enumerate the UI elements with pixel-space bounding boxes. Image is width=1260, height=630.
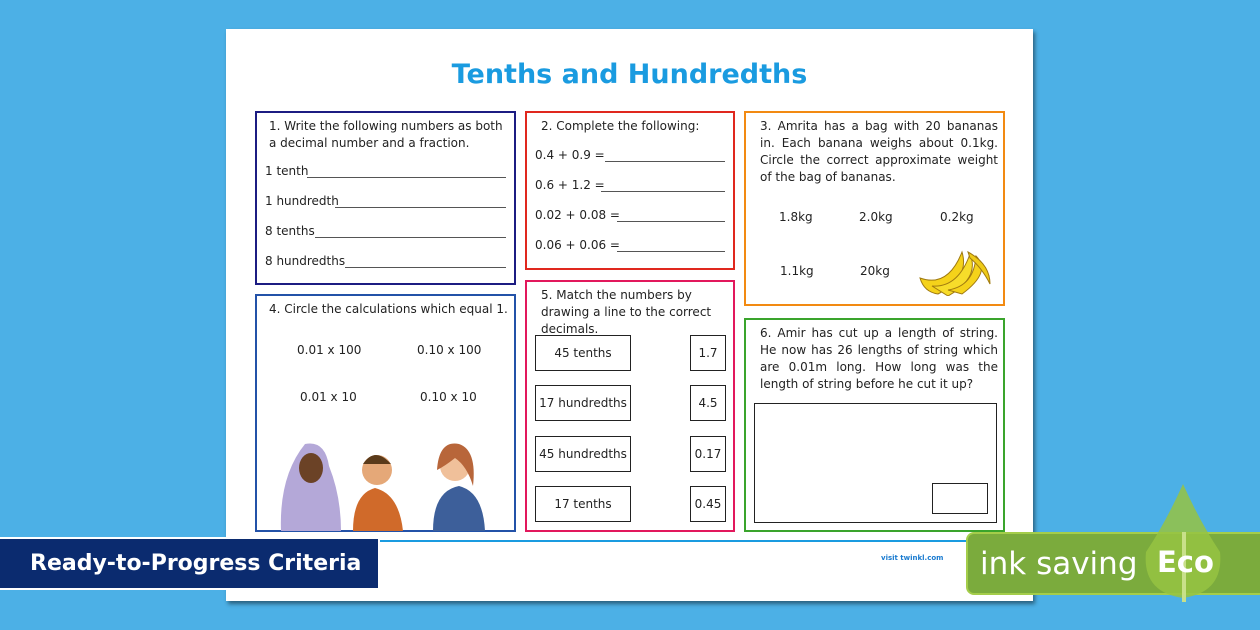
match-right-box: 1.7 (690, 335, 726, 371)
ready-to-progress-banner: Ready-to-Progress Criteria (0, 537, 380, 590)
leaf-drop-icon (1140, 482, 1226, 602)
question-2-box (525, 111, 735, 270)
weight-option: 1.8kg (779, 210, 813, 224)
calculation: 0.10 x 10 (420, 390, 477, 404)
calculation: 0.01 x 10 (300, 390, 357, 404)
question-1-box (255, 111, 516, 285)
worksheet-preview (226, 29, 1033, 601)
question-5-box (525, 280, 735, 532)
q2-item: 0.6 + 1.2 = (535, 178, 605, 192)
q2-item: 0.02 + 0.08 = (535, 208, 620, 222)
q1-item: 8 hundredths (265, 254, 346, 268)
question-3-box (744, 111, 1005, 306)
match-right-box: 0.17 (690, 436, 726, 472)
weight-option: 2.0kg (859, 210, 893, 224)
question-6-text: 6. Amir has cut up a length of string. He now has 26 lengths of string which are 0.01m long. How long was the length of string before he cut it up? (760, 326, 998, 391)
q1-item: 8 tenths (265, 224, 315, 238)
match-left-box: 17 hundredths (535, 385, 631, 421)
bananas-image (918, 248, 994, 296)
question-4-box (255, 294, 516, 532)
calculation: 0.01 x 100 (297, 343, 362, 357)
children-thinking-illustration (275, 436, 500, 531)
question-5-text: 5. Match the numbers by drawing a line to the correct decimals. (541, 288, 712, 336)
footer-link: visit twinkl.com (881, 554, 944, 562)
question-1-text: 1. Write the following numbers as both a decimal number and a fraction. (269, 119, 503, 150)
q2-item: 0.06 + 0.06 = (535, 238, 620, 252)
q1-item: 1 hundredth (265, 194, 339, 208)
match-left-box: 17 tenths (535, 486, 631, 522)
calculation: 0.10 x 100 (417, 343, 482, 357)
ink-saving-label: ink saving (980, 545, 1138, 582)
match-left-box: 45 tenths (535, 335, 631, 371)
match-right-box: 0.45 (690, 486, 726, 522)
question-4-text: 4. Circle the calculations which equal 1. (269, 302, 508, 316)
weight-option: 20kg (860, 264, 890, 278)
q1-item: 1 tenth (265, 164, 309, 178)
answer-box (932, 483, 988, 514)
worksheet-title: Tenths and Hundredths (451, 59, 808, 90)
question-3-text: 3. Amrita has a bag with 20 bananas in. Each banana weighs about 0.1kg. Circle the correct approximate weight of the bag of bananas. (760, 119, 998, 184)
q2-item: 0.4 + 0.9 = (535, 148, 605, 162)
weight-option: 0.2kg (940, 210, 974, 224)
eco-label: Eco (1157, 545, 1214, 579)
question-2-text: 2. Complete the following: (541, 119, 700, 133)
weight-option: 1.1kg (780, 264, 814, 278)
question-6-box (744, 318, 1005, 532)
match-left-box: 45 hundredths (535, 436, 631, 472)
match-right-box: 4.5 (690, 385, 726, 421)
